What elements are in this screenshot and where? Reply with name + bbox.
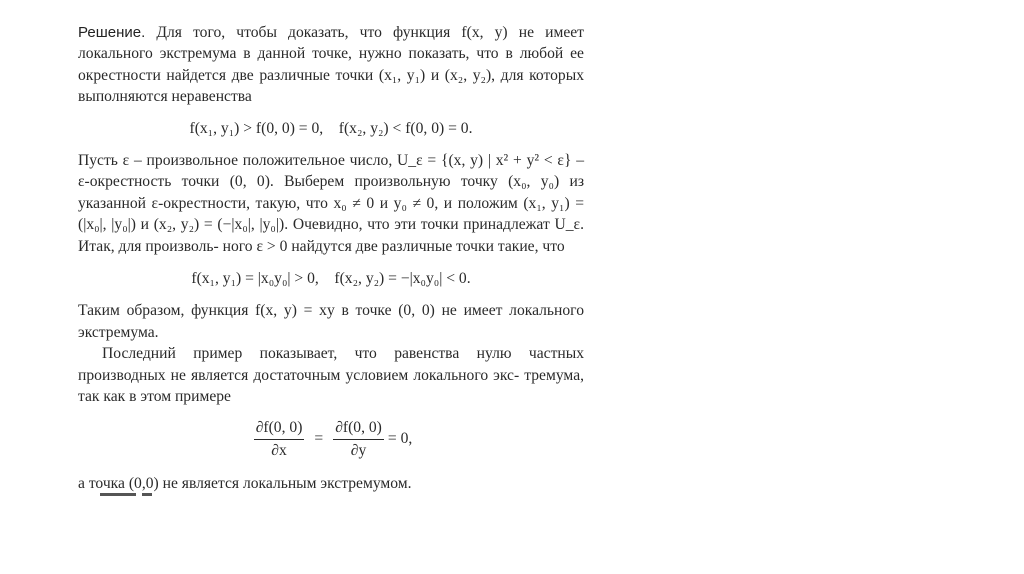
fraction1-denominator: ∂x bbox=[271, 441, 287, 459]
paragraph2-line5: Очевидно, что эти точки принадлежат U_ε. Итак, для произволь- bbox=[78, 216, 584, 255]
paragraph2-line2: y² < ε} – ε-окрестность точки (0, 0). Выберем произвольную bbox=[78, 152, 585, 191]
formula-partial-derivatives bbox=[78, 418, 584, 461]
paragraph1-line4: и (x₂, y₂), для которых выполняются неравенства bbox=[78, 66, 584, 106]
paragraph2-line1: Пусть ε – произвольное положительное число, U_ε = {(x, y) | x² + bbox=[78, 152, 522, 170]
fraction-df-dy bbox=[333, 418, 384, 461]
formula-values: f(x₁, y₁) = |x₀y₀| > 0, f(x₂, y₂) = −|x₀y₀| < 0. bbox=[191, 270, 471, 288]
fraction2-numerator: ∂f(0, 0) bbox=[333, 418, 384, 440]
fraction2-denominator: ∂y bbox=[350, 441, 367, 459]
document-page bbox=[78, 22, 584, 494]
formula-inequalities: f(x₁, y₁) > f(0, 0) = 0, f(x₂, y₂) < f(0, 0) = 0. bbox=[189, 119, 473, 137]
paragraph-final: а точка (0,0) не является локальным экстремумом. bbox=[78, 474, 412, 492]
paragraph1-line2: имеет локального экстремума в данной точке, нужно показать, bbox=[78, 24, 584, 63]
paragraph-solution bbox=[78, 22, 584, 108]
equals-sign: = bbox=[314, 430, 324, 448]
fraction1-numerator: ∂f(0, 0) bbox=[254, 418, 305, 440]
paragraph2-line3: точку (x₀, y₀) из указанной ε-окрестности, такую, что x₀ ≠ 0 bbox=[78, 173, 584, 212]
paragraph2-line6: ного ε > 0 найдутся две различные точки такие, что bbox=[222, 237, 565, 255]
formula3-tail: = 0, bbox=[387, 430, 413, 448]
paragraph2-line4: и y₀ ≠ 0, и положим (x₁, y₁) = (|x₀|, |y₀|) и (x₂, y₂) = (−|x₀|, |y₀|). bbox=[78, 194, 584, 234]
solution-label: Решение. bbox=[78, 24, 146, 41]
cut-off-next-line bbox=[100, 493, 560, 499]
fraction-df-dx bbox=[254, 418, 305, 461]
paragraph1-line1: Для того, чтобы доказать, что функция f(x, y) не bbox=[145, 24, 534, 41]
paragraph-conclusion bbox=[78, 300, 584, 343]
paragraph4-line1: Последний пример показывает, что равенства нулю частных bbox=[102, 345, 584, 363]
paragraph3-line2: локального экстремума. bbox=[78, 302, 584, 341]
paragraph-epsilon bbox=[78, 150, 584, 257]
paragraph4-line2: производных не является достаточным условием локального экс- bbox=[78, 366, 520, 384]
paragraph-last-example bbox=[78, 343, 584, 407]
paragraph4-line3: тремума, так как в этом примере bbox=[78, 366, 585, 406]
paragraph3-line1: Таким образом, функция f(x, y) = xy в точке (0, 0) не имеет bbox=[78, 302, 503, 320]
paragraph1-line3: что в любой ее окрестности найдется две различные точки (x₁, y₁) bbox=[78, 45, 584, 84]
